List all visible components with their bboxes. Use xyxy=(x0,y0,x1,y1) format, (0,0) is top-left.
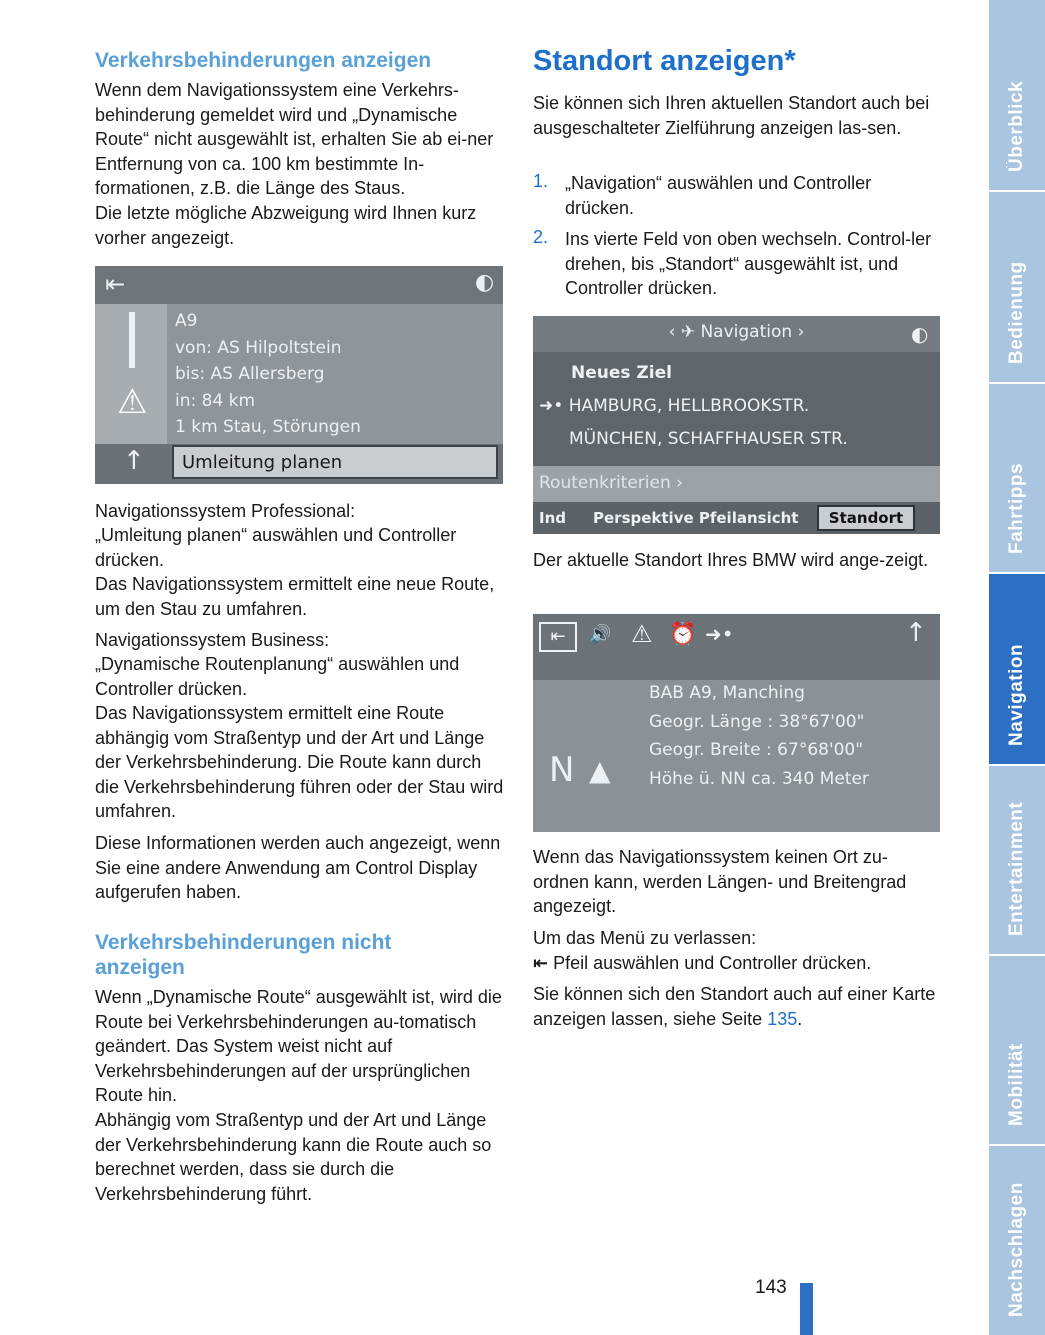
tab-label: Fahrtipps xyxy=(1006,462,1027,554)
speaker-icon: 🔊 xyxy=(589,624,612,645)
paragraph-business-action: „Dynamische Routenplanung“ auswählen und Controller drücken. xyxy=(95,654,460,699)
page-link[interactable]: 135 xyxy=(767,1008,798,1029)
tab-label: Bedienung xyxy=(1006,261,1027,364)
plan-detour-button[interactable]: Umleitung planen xyxy=(172,445,498,479)
menu-item-route-criteria[interactable] xyxy=(539,473,683,493)
menu-item-destination-2[interactable]: MÜNCHEN, SCHAFFHAUSER STR. xyxy=(569,429,848,449)
paragraph-menu-label: Um das Menü zu verlassen: xyxy=(533,928,757,948)
traffic-distance: in: 84 km xyxy=(175,390,256,411)
tab-overview[interactable] xyxy=(989,0,1045,190)
step-number: 2. xyxy=(533,227,549,247)
traffic-info-screen xyxy=(95,266,503,484)
traffic-to: bis: AS Allersberg xyxy=(175,364,325,384)
traffic-details xyxy=(175,308,361,441)
paragraph-location-shown: Der aktuelle Standort Ihres BMW wird ange-zeigt. xyxy=(533,550,929,570)
warning-icon: ⚠ xyxy=(631,620,653,648)
back-arrow-icon[interactable]: ⇤ xyxy=(105,270,126,298)
back-arrow-icon[interactable]: ⇤ xyxy=(539,622,577,652)
location-road: BAB A9, Manching xyxy=(649,683,805,703)
paragraph-dynamic-route: Wenn „Dynamische Route“ ausgewählt ist, wird die Route bei Verkehrsbehinderungen au-tomatisch geändert. Das System weist nicht auf Verkehrsbehinderungen auf der ursprünglichen Route hin. xyxy=(95,987,502,1106)
tab-reference[interactable] xyxy=(989,1146,1045,1335)
tab-operation[interactable] xyxy=(989,192,1045,382)
footer-left[interactable]: Ind xyxy=(539,509,566,527)
tab-mobility[interactable] xyxy=(989,956,1045,1144)
menu-item-new-destination[interactable]: Neues Ziel xyxy=(571,363,672,383)
tab-label: Nachschlagen xyxy=(1006,1182,1027,1317)
screen-topbar xyxy=(95,266,503,304)
footer-view-options[interactable]: Perspektive Pfeilansicht xyxy=(593,509,799,527)
map-text-end: . xyxy=(797,1008,803,1029)
location-button[interactable]: Standort xyxy=(817,505,915,531)
menu-action-text: Pfeil auswählen und Controller drücken. xyxy=(553,953,872,973)
page-number: 143 xyxy=(755,1277,787,1298)
section-heading-hide-traffic: Verkehrsbehinderungen nicht anzeigen xyxy=(95,931,392,979)
compass-arrow-icon: ▲ xyxy=(589,754,611,787)
label-business: Navigationssystem Business: xyxy=(95,630,330,650)
paragraph-traffic-info: Wenn dem Navigationssystem eine Verkehrs-behinderung gemeldet wird und „Dynamische Route“ nicht ausgewählt ist, erhalten Sie ab ei-ner Entfernung von ca. 100 km bestimmte In-formationen, z.B. die Länge des Staus. xyxy=(95,80,494,199)
location-longitude: Geogr. Länge : 38°67'00" xyxy=(649,711,865,732)
tab-driving-tips[interactable] xyxy=(989,384,1045,572)
clock-icon: ⏰ xyxy=(669,622,697,647)
compass-north: N xyxy=(549,750,575,790)
up-arrow-icon: ↑ xyxy=(123,446,145,476)
paragraph-coordinates: Wenn das Navigationssystem keinen Ort zu-ordnen kann, werden Längen- und Breitengrad angezeigt. xyxy=(533,847,907,917)
paragraph-intro: Sie können sich Ihren aktuellen Standort auch bei ausgeschalteter Zielführung anzeigen las-sen. xyxy=(533,93,930,138)
menu-item-destination-1[interactable] xyxy=(539,396,809,416)
paragraph-professional-action: „Umleitung planen“ auswählen und Controller drücken. xyxy=(95,525,457,570)
nav-prev-icon[interactable]: ‹ xyxy=(668,322,681,342)
route-criteria-label: Routenkriterien xyxy=(539,473,671,493)
traffic-warning-icon: ⚠ xyxy=(117,382,148,422)
page-title: Standort anzeigen* xyxy=(533,45,796,77)
navigation-icon: ✈ xyxy=(680,322,701,342)
paragraph-last-turn: Die letzte mögliche Abzweigung wird Ihnen kurz vorher angezeigt. xyxy=(95,203,477,248)
tab-label: Entertainment xyxy=(1006,801,1027,936)
label-professional: Navigationssystem Professional: xyxy=(95,501,356,521)
traffic-jam: 1 km Stau, Störungen xyxy=(175,417,361,437)
tab-label: Navigation xyxy=(1006,643,1027,746)
controller-icon: ◐ xyxy=(911,322,929,346)
destination-1-label: HAMBURG, HELLBROOKSTR. xyxy=(568,396,810,416)
navigation-label: Navigation xyxy=(700,322,793,342)
chapter-tabs xyxy=(989,0,1045,1335)
tab-label: Mobilität xyxy=(1006,1043,1027,1126)
map-text: Sie können sich den Standort auch auf einer Karte anzeigen lassen, siehe Seite xyxy=(533,984,936,1029)
road-line-icon xyxy=(129,312,135,368)
location-latitude: Geogr. Breite : 67°68'00" xyxy=(649,740,864,760)
tab-navigation[interactable] xyxy=(989,574,1045,764)
screen-title xyxy=(533,322,940,342)
paragraph-business-result: Das Navigationssystem ermittelt eine Route abhängig vom Straßentyp und der Art und Länge der Verkehrsbehinderung. Die Route kann durch die Verkehrsbehinderung führen oder der Stau wird umfahren. xyxy=(95,703,504,822)
paragraph-map xyxy=(533,982,938,1031)
controller-icon: ◐ xyxy=(475,270,495,295)
traffic-road: A9 xyxy=(175,311,198,331)
route-arrow-icon: ➜• xyxy=(539,396,569,416)
chevron-right-icon: › xyxy=(676,473,683,493)
page-marker-bar xyxy=(800,1283,813,1335)
location-details xyxy=(649,679,869,793)
up-arrow-icon: ↑ xyxy=(905,618,927,648)
tab-entertainment[interactable] xyxy=(989,766,1045,954)
section-heading-show-traffic: Verkehrsbehinderungen anzeigen xyxy=(95,49,432,72)
step-text: Ins vierte Feld von oben wechseln. Control-ler drehen, bis „Standort“ ausgewählt ist, und Controller drücken. xyxy=(565,229,932,299)
route-arrow-icon: ➜• xyxy=(705,622,734,646)
back-arrow-icon: ⇤ xyxy=(533,953,549,973)
paragraph-other-apps: Diese Informationen werden auch angezeigt, wenn Sie eine andere Anwendung am Control Display aufgerufen haben. xyxy=(95,833,501,903)
paragraph-menu-action xyxy=(533,951,938,976)
navigation-menu-screen xyxy=(533,316,940,534)
step-number: 1. xyxy=(533,171,549,191)
paragraph-professional-result: Das Navigationssystem ermittelt eine neue Route, um den Stau zu umfahren. xyxy=(95,574,495,619)
step-text: „Navigation“ auswählen und Controller drücken. xyxy=(565,173,872,218)
paragraph-route-calc: Abhängig vom Straßentyp und der Art und Länge der Verkehrsbehinderung kann die Route auch so berechnet werden, dass sie durch die Verkehrsbehinderung führt. xyxy=(95,1110,492,1204)
nav-next-icon[interactable]: › xyxy=(797,322,805,342)
location-screen xyxy=(533,614,940,832)
tab-label: Überblick xyxy=(1006,80,1027,172)
location-altitude: Höhe ü. NN ca. 340 Meter xyxy=(649,768,869,789)
traffic-from: von: AS Hilpoltstein xyxy=(175,337,342,358)
